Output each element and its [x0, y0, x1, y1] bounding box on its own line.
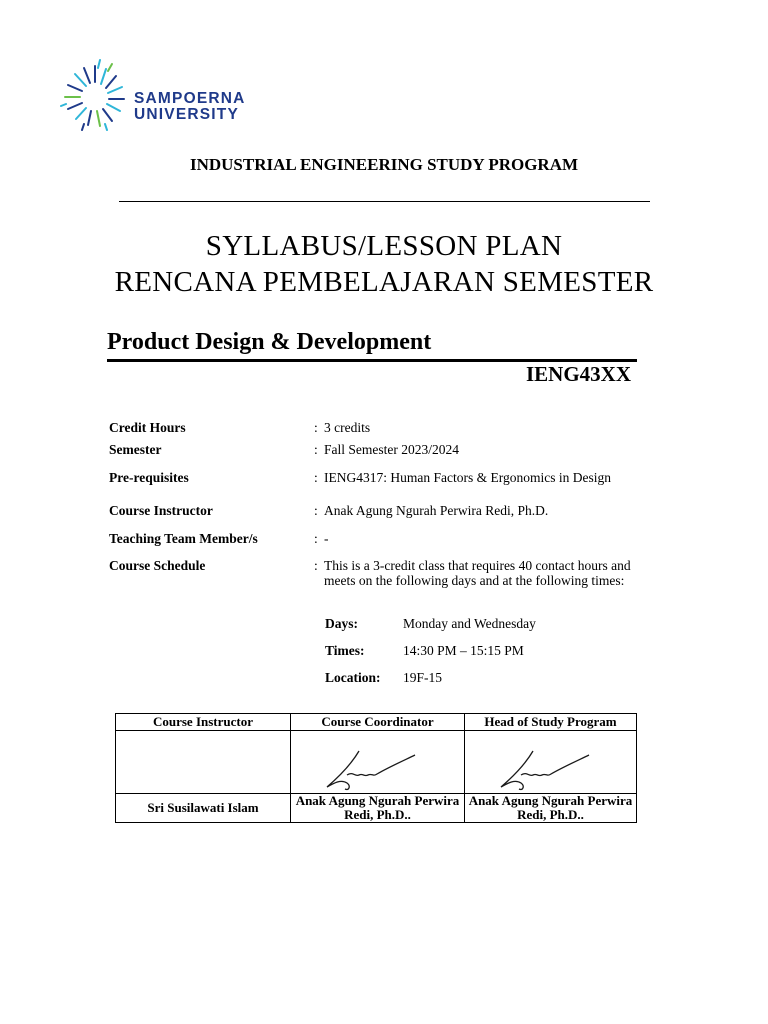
syllabus-title-indonesian: RENCANA PEMBELAJARAN SEMESTER [114, 266, 654, 298]
name-head-of-study-program: Anak Agung Ngurah Perwira Redi, Ph.D.. [465, 794, 637, 823]
schedule-label: Times: [325, 643, 365, 658]
course-code: IENG43XX [525, 362, 631, 386]
schedule-value: 19F-15 [403, 670, 443, 685]
signature-cell-coordinator [291, 731, 465, 794]
info-value: IENG4317: Human Factors & Ergonomics in Design [324, 470, 611, 485]
logo-line-1: SAMPOERNA [134, 90, 246, 107]
handwritten-signature [493, 743, 593, 798]
header-course-coordinator: Course Coordinator [291, 714, 465, 731]
signature-image-row [116, 731, 637, 794]
info-value: 3 credits [324, 420, 371, 435]
starburst-logo-icon [60, 58, 130, 133]
signature-header-row [116, 714, 637, 731]
sampoerna-university-logo [60, 58, 260, 138]
info-colon: : [314, 470, 318, 485]
info-colon: : [314, 442, 318, 457]
signature-cell-instructor [116, 731, 291, 794]
info-colon: : [314, 503, 318, 518]
signature-table [115, 713, 637, 823]
info-label: Teaching Team Member/s [109, 531, 258, 546]
info-label: Course Instructor [109, 503, 213, 518]
logo-wordmark [134, 91, 246, 123]
info-value: - [324, 531, 329, 546]
info-colon: : [314, 531, 318, 546]
handwritten-signature [319, 743, 419, 798]
info-value: Anak Agung Ngurah Perwira Redi, Ph.D. [324, 503, 549, 518]
info-value: This is a 3-credit class that requires 40 contact hours and meets on the following days and at the following times: [324, 558, 631, 588]
header-course-instructor: Course Instructor [116, 714, 291, 731]
info-value: Fall Semester 2023/2024 [324, 442, 459, 457]
study-program-heading: INDUSTRIAL ENGINEERING STUDY PROGRAM [189, 155, 579, 174]
course-name: Product Design & Development [107, 329, 432, 355]
info-label: Pre-requisites [109, 470, 189, 485]
name-course-coordinator: Anak Agung Ngurah Perwira Redi, Ph.D.. [291, 794, 465, 823]
info-label: Semester [109, 442, 162, 457]
schedule-value: Monday and Wednesday [403, 616, 536, 631]
schedule-label: Days: [325, 616, 358, 631]
schedule-label: Location: [325, 670, 381, 685]
info-colon: : [314, 558, 318, 573]
signature-cell-head [465, 731, 637, 794]
name-course-instructor: Sri Susilawati Islam [116, 794, 291, 823]
divider-line [119, 201, 650, 202]
schedule-value: 14:30 PM – 15:15 PM [403, 643, 524, 658]
syllabus-title: SYLLABUS/LESSON PLAN [205, 230, 563, 262]
info-label: Credit Hours [109, 420, 186, 435]
info-colon: : [314, 420, 318, 435]
header-head-of-study-program: Head of Study Program [465, 714, 637, 731]
info-label: Course Schedule [109, 558, 206, 573]
logo-line-2: UNIVERSITY [134, 106, 240, 123]
